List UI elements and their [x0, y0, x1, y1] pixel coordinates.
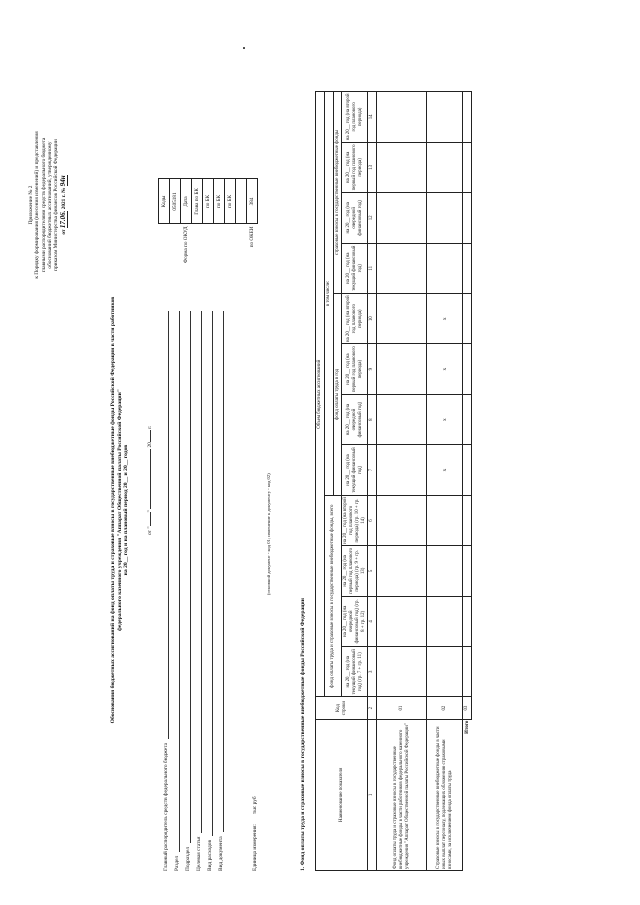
data-cell[interactable]	[427, 193, 463, 243]
data-cell[interactable]	[463, 445, 472, 495]
requisite-row: Целевая статья	[191, 311, 202, 871]
data-cell[interactable]	[427, 647, 463, 697]
year-col-header: на 20__ год (на очередной финансовый год)	[342, 394, 368, 444]
data-cell[interactable]	[377, 142, 427, 192]
appendix-number: Приложение № 2	[28, 185, 34, 225]
data-cell[interactable]	[377, 394, 427, 444]
group-total-header: Объем бюджетных ассигнований	[316, 92, 325, 697]
year-col-header: на 20__ год (на текущий финансовый год)	[342, 445, 368, 495]
approval-number: 94н	[59, 175, 68, 187]
data-cell[interactable]	[463, 596, 472, 646]
codes-header: Коды	[159, 179, 170, 224]
data-cell: x	[427, 394, 463, 444]
code-cell: Глава по БК	[192, 179, 203, 224]
total-row	[463, 92, 472, 871]
data-cell[interactable]	[463, 243, 472, 293]
data-cell: x	[427, 445, 463, 495]
document-date-row: от "" 20 г.	[147, 425, 153, 535]
data-cell[interactable]	[377, 193, 427, 243]
data-cell[interactable]	[377, 596, 427, 646]
table-row	[427, 92, 463, 871]
codes-block: Коды 0505181 Форма по ОКУД Дата Глава по БК по БК по БК по БК по ОКЕИ 384	[158, 85, 258, 265]
units-label: Единица измерения:	[252, 824, 258, 871]
data-cell[interactable]	[463, 344, 472, 394]
requisites-block	[158, 311, 224, 871]
row-name: Фонд оплаты труда и страховые взносы в государственные внебюджетные фонды в части работников федерального казенного учреждения "Аппарат Общественной палаты Российской Федерации"	[377, 719, 427, 870]
year-col-header: на 20__ год (на текущий финансовый год)	[342, 243, 368, 293]
appendix-line-3: обоснований бюджетных ассигнований, утвержденному	[46, 141, 53, 269]
document-type-note: (основной документ - код 01; изменение к документу - код 02)	[266, 473, 271, 595]
requisite-row: Раздел	[169, 311, 180, 871]
data-cell[interactable]	[377, 293, 427, 343]
appendix-line-2: главными распорядителями средств федерального бюджета	[40, 137, 47, 273]
data-cell[interactable]	[463, 546, 472, 596]
approval-date-line: от 17.06. 2021 г. № 94н	[59, 175, 68, 235]
year-col-header: на 20__ год (на первый год планового периода)	[342, 142, 368, 192]
appendix-header	[28, 85, 68, 325]
requisite-row: Вид расходов	[202, 311, 213, 871]
requisite-row: Главный распорядитель средств федерального бюджета	[158, 311, 169, 871]
scan-speck	[243, 47, 245, 49]
data-cell[interactable]	[463, 495, 472, 545]
year-col-header: на 20__ год (на второй год планового периода)	[342, 293, 368, 343]
group-incl-header: в том числе:	[324, 92, 333, 496]
units-value: тыс руб	[252, 796, 258, 815]
code-cell: по БК	[203, 179, 214, 224]
year-col-header: на 20__ год (на второй год планового периода) (гр. 10 + гр. 14)	[342, 495, 368, 545]
data-cell[interactable]	[463, 647, 472, 697]
data-cell[interactable]	[463, 394, 472, 444]
data-cell[interactable]	[377, 92, 427, 143]
data-cell[interactable]	[427, 546, 463, 596]
title-line-1: Обоснования бюджетных ассигнований на фонд оплаты труда и страховые взносы в государственные внебюджетные фонды Российской Федерации в части работников	[110, 296, 116, 724]
code-cell: 384	[247, 179, 258, 224]
code-cell: Дата	[181, 179, 192, 224]
code-cell	[236, 179, 247, 224]
data-cell[interactable]	[427, 142, 463, 192]
group-ins-header: страховые взносы в государственные внебюджетные фонды	[333, 92, 342, 294]
total-label: Итого	[464, 720, 470, 734]
rotated-form	[10, 65, 510, 895]
budget-table	[315, 91, 472, 871]
requisite-row: Подраздел	[180, 311, 191, 871]
total-code: 03	[463, 697, 472, 719]
section-title: 1. Фонд оплаты труда и страховые взносы в государственные внебюджетные фонды Российской Федерации	[300, 598, 306, 871]
title-line-2: федерального казенного учреждения "Аппарат Общественной палаты Российской Федерации"	[116, 389, 123, 631]
appendix-line-1: к Порядку формирования (внесения изменений) и представления	[34, 131, 41, 279]
title-line-3: на 20__ год и на плановый период 20__ и 20__ годов	[123, 444, 130, 576]
col-code-header: Код строки	[316, 697, 368, 719]
year-col-header: на 20__ год (на первый год планового периода) (гр. 9 + гр. 13)	[342, 546, 368, 596]
year-col-header: на 20__ год (на очередной финансовый год) (гр. 8 + гр. 12)	[342, 596, 368, 646]
data-cell[interactable]	[427, 495, 463, 545]
data-cell[interactable]	[377, 344, 427, 394]
row-name: Страховые взносы в государственные внебюджетные фонды в части иных выплат персоналу, подлежащих обложению страховыми взносами, за исключением фонда оплаты труда	[427, 719, 463, 870]
approval-date: 17.06.	[59, 210, 68, 229]
appendix-line-4: приказом Министерства финансов Российской Федерации	[53, 139, 59, 271]
data-cell[interactable]	[377, 495, 427, 545]
code-cell: по БК	[214, 179, 225, 224]
table-row	[377, 92, 427, 871]
document-title	[110, 275, 130, 745]
data-cell[interactable]	[377, 647, 427, 697]
data-cell[interactable]	[377, 243, 427, 293]
data-cell: x	[427, 344, 463, 394]
data-cell[interactable]	[377, 445, 427, 495]
year-col-header: на 20__ год (на второй год планового периода)	[342, 92, 368, 143]
code-cell: 0505181	[170, 179, 181, 224]
data-cell[interactable]	[377, 546, 427, 596]
year-col-header: на 20__ год (на первый год планового периода)	[342, 344, 368, 394]
column-number-row: 1 2 3 4 5 6 7 8 9 10 11 12 13 14	[368, 92, 377, 871]
data-cell[interactable]	[427, 596, 463, 646]
data-cell[interactable]	[463, 293, 472, 343]
data-cell[interactable]	[463, 193, 472, 243]
year-col-header: на 20__ год (на очередной финансовый год)	[342, 193, 368, 243]
data-cell[interactable]	[427, 92, 463, 143]
row-code: 02	[427, 697, 463, 719]
data-cell[interactable]	[463, 92, 472, 143]
year-col-header: на 20__ год (на текущий финансовый год) (гр. 7 + гр. 11)	[342, 647, 368, 697]
data-cell[interactable]	[463, 142, 472, 192]
group-fot-ins-header: фонд оплаты труда и страховые взносы в государственные внебюджетные фонды, всего	[324, 495, 342, 697]
requisite-row: Вид документа	[213, 311, 224, 871]
group-fot-header: фонд оплаты труда в год	[333, 293, 342, 495]
code-cell: по БК	[225, 179, 236, 224]
data-cell[interactable]	[427, 243, 463, 293]
data-cell: x	[427, 293, 463, 343]
col-name-header: Наименование показателя	[316, 719, 368, 870]
units-row	[252, 796, 258, 871]
row-code: 01	[377, 697, 427, 719]
